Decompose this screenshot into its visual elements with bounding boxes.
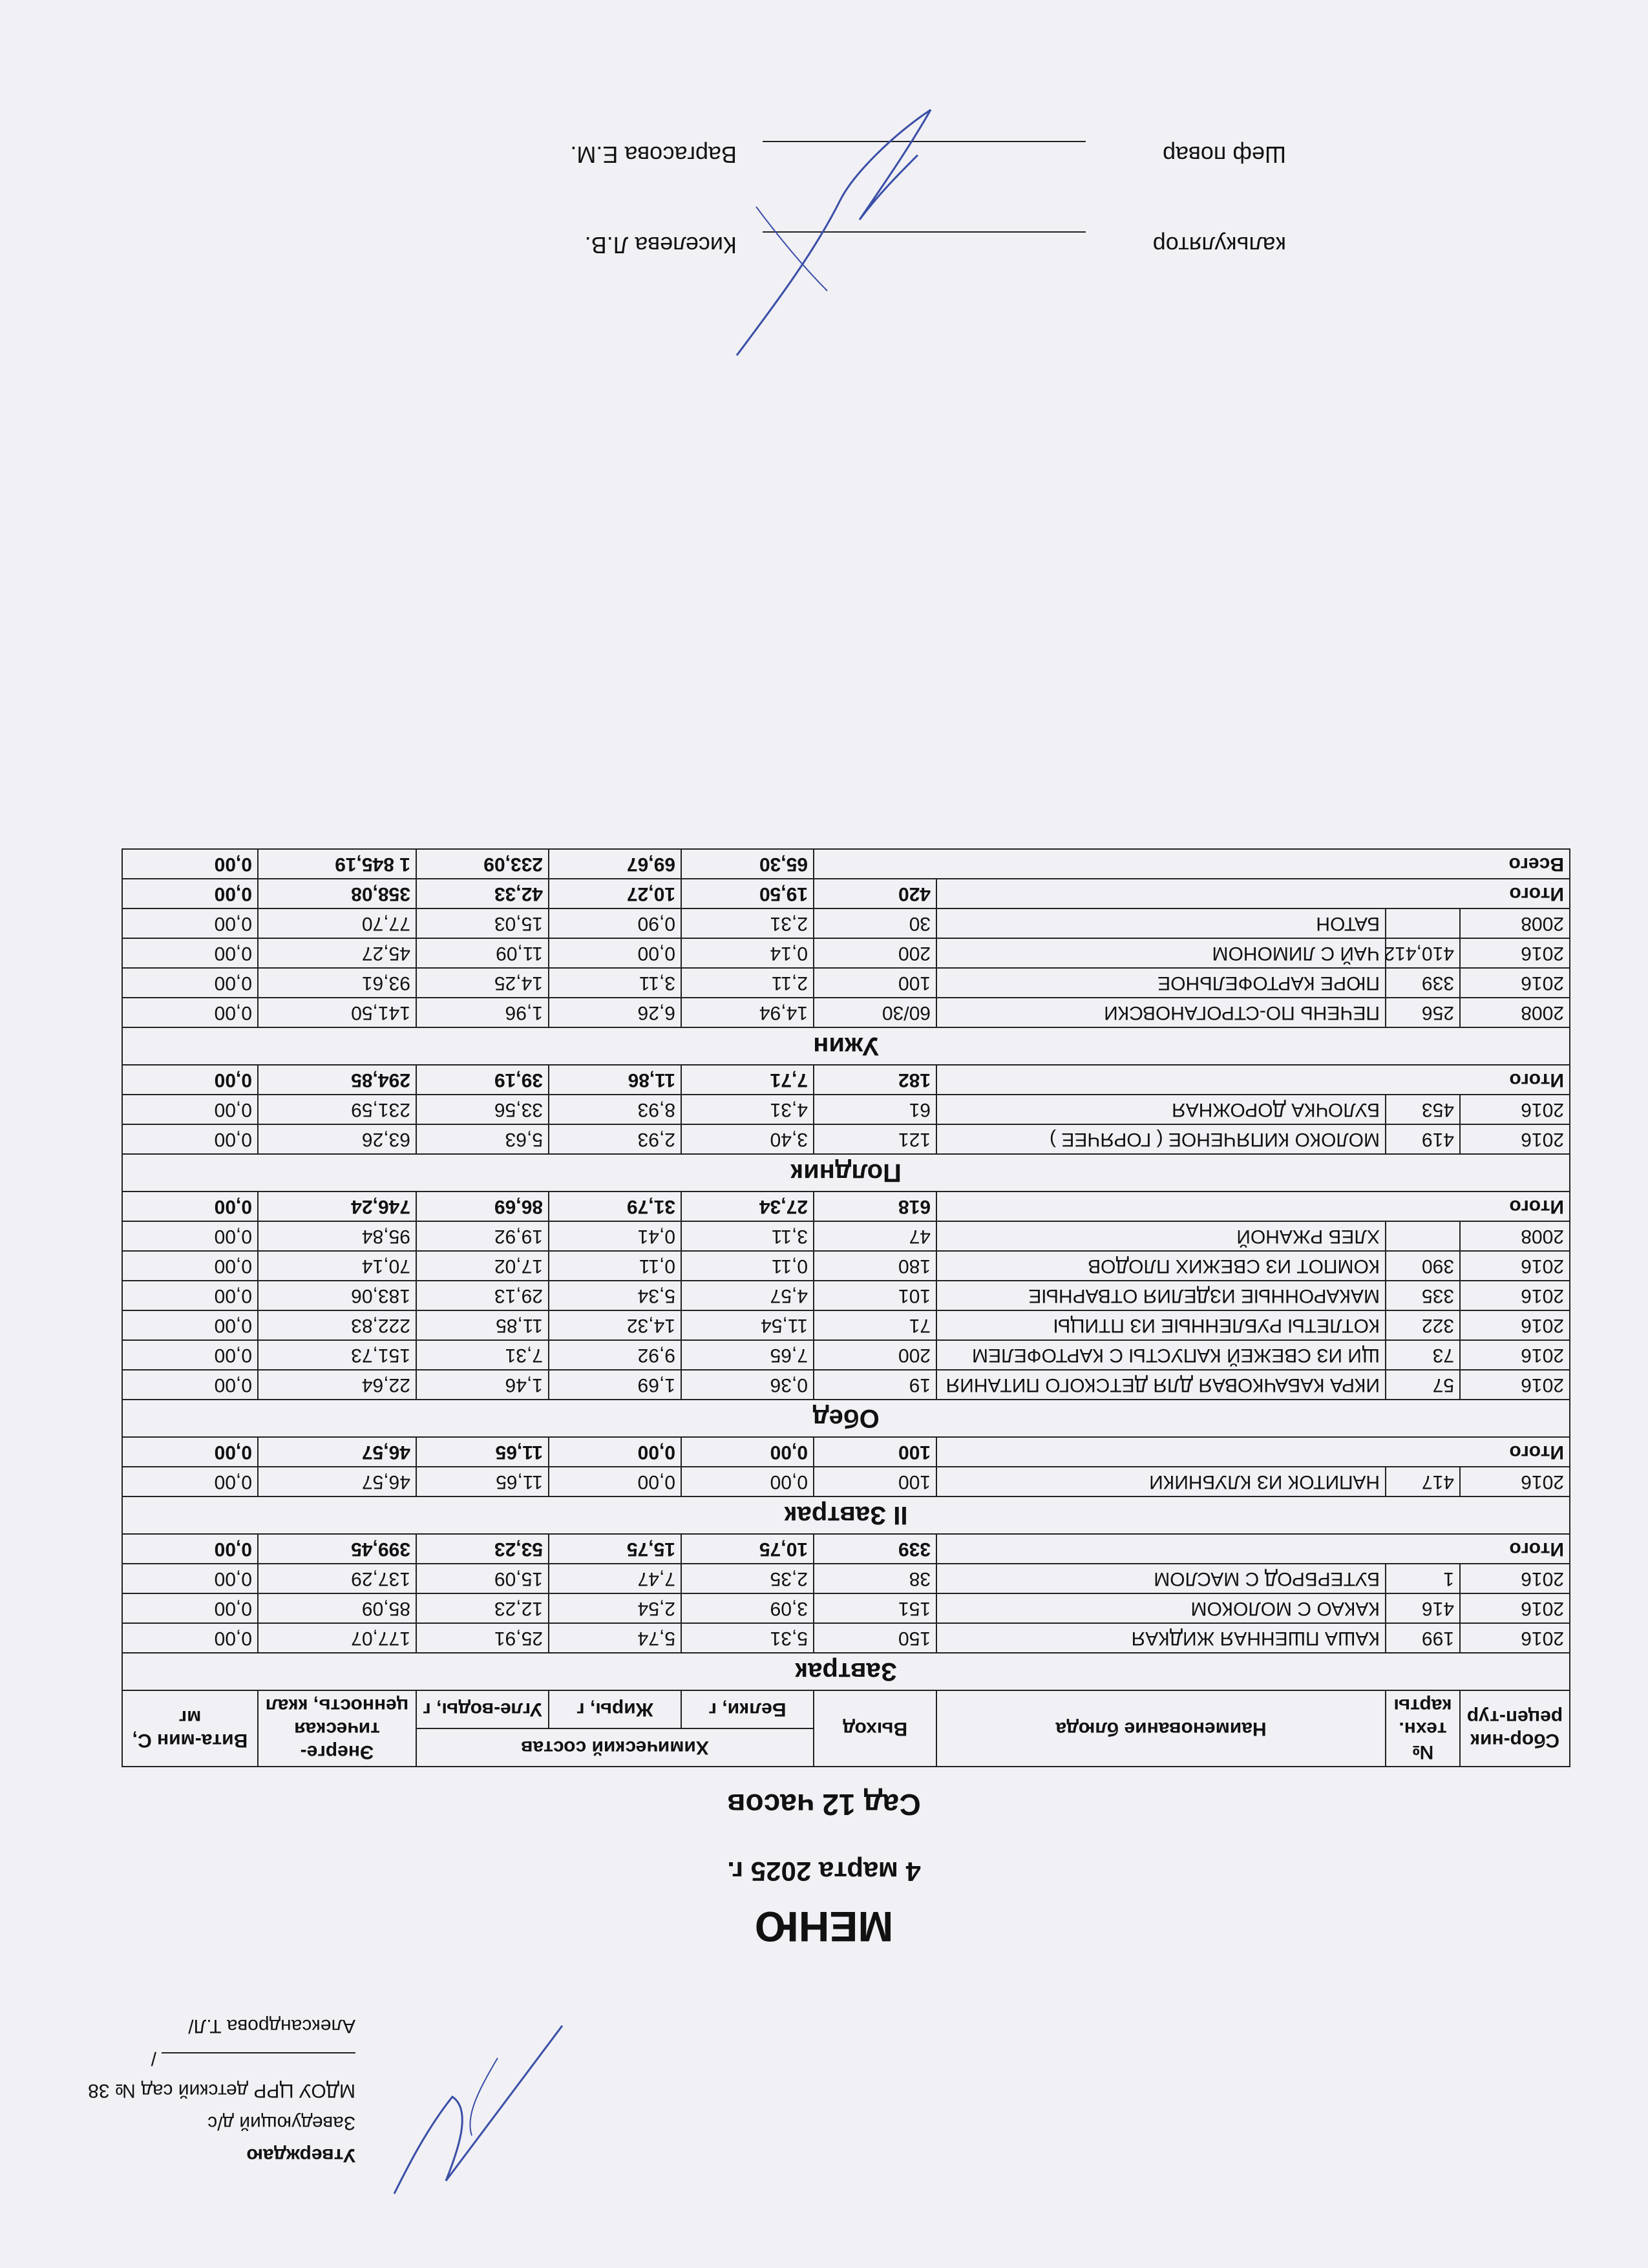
total-label: Итого <box>936 1192 1570 1221</box>
cell-carb: 29,13 <box>416 1281 549 1310</box>
cell-energy: 141,50 <box>258 998 416 1027</box>
cell-vitamin: 0,00 <box>122 1340 258 1370</box>
cell-protein: 4,31 <box>681 1095 814 1124</box>
cell-energy: 231,59 <box>258 1095 416 1124</box>
menu-date: 4 марта 2025 г. <box>727 1856 921 1887</box>
cell-output: 180 <box>814 1251 936 1281</box>
cell-output: 200 <box>814 1340 936 1370</box>
section-title: Полдник <box>122 1154 1570 1192</box>
cell-fat: 14,32 <box>549 1310 681 1340</box>
total-fat: 10,27 <box>549 879 681 908</box>
cell-card: 256 <box>1386 998 1460 1027</box>
total-vitamin: 0,00 <box>122 1065 258 1095</box>
cell-protein: 4,57 <box>681 1281 814 1310</box>
grand-total-carb: 233,09 <box>416 849 549 879</box>
menu-subtitle: Сад 12 часов <box>727 1788 921 1822</box>
total-carb: 39,19 <box>416 1065 549 1095</box>
cell-card: 335 <box>1386 1281 1460 1310</box>
cell-energy: 95,84 <box>258 1221 416 1251</box>
cell-name: КАША ПШЕННАЯ ЖИДКАЯ <box>936 1623 1386 1653</box>
total-output: 618 <box>814 1192 936 1221</box>
cell-card: 1 <box>1386 1564 1460 1593</box>
signature-role: Шеф повар <box>1163 142 1286 168</box>
total-energy: 358,08 <box>258 879 416 908</box>
total-row <box>122 879 1570 908</box>
cell-energy: 93,61 <box>258 968 416 998</box>
approval-position: Заведующий д/с <box>207 2112 355 2134</box>
total-protein: 7,71 <box>681 1065 814 1095</box>
table-row <box>122 1251 1570 1281</box>
cell-output: 61 <box>814 1095 936 1124</box>
cell-vitamin: 0,00 <box>122 998 258 1027</box>
cell-fat: 6,26 <box>549 998 681 1027</box>
cell-fat: 1,69 <box>549 1370 681 1400</box>
table-row <box>122 1221 1570 1251</box>
grand-total-energy: 1 845,19 <box>258 849 416 879</box>
header-collection: Сбор-ник рецеп-тур <box>1460 1690 1570 1767</box>
cell-card: 339 <box>1386 968 1460 998</box>
cell-energy: 45,27 <box>258 938 416 968</box>
grand-total-row <box>122 849 1570 879</box>
cell-collection: 2016 <box>1460 1340 1570 1370</box>
cell-output: 121 <box>814 1124 936 1154</box>
cell-protein: 14,94 <box>681 998 814 1027</box>
total-carb: 42,33 <box>416 879 549 908</box>
cell-name: КАКАО С МОЛОКОМ <box>936 1593 1386 1623</box>
table-row <box>122 908 1570 938</box>
cell-fat: 0,11 <box>549 1251 681 1281</box>
header-carb: Угле-воды, г <box>416 1690 549 1728</box>
approval-name-row <box>32 2010 355 2074</box>
total-energy: 399,45 <box>258 1534 416 1564</box>
header-output: Выход <box>814 1690 936 1767</box>
cell-output: 38 <box>814 1564 936 1593</box>
cell-energy: 22,64 <box>258 1370 416 1400</box>
cell-fat: 2,93 <box>549 1124 681 1154</box>
cell-output: 47 <box>814 1221 936 1251</box>
total-fat: 0,00 <box>549 1437 681 1467</box>
table-row <box>122 1281 1570 1310</box>
table-row <box>122 968 1570 998</box>
cell-collection: 2016 <box>1460 938 1570 968</box>
cell-card: 73 <box>1386 1340 1460 1370</box>
cell-protein: 2,35 <box>681 1564 814 1593</box>
cell-carb: 19,92 <box>416 1221 549 1251</box>
cell-energy: 183,06 <box>258 1281 416 1310</box>
cell-name: БУТЕРБРОД С МАСЛОМ <box>936 1564 1386 1593</box>
cell-carb: 17,02 <box>416 1251 549 1281</box>
cell-name: БАТОН <box>936 908 1386 938</box>
cell-output: 150 <box>814 1623 936 1653</box>
cell-carb: 1,96 <box>416 998 549 1027</box>
section-title: Завтрак <box>122 1653 1570 1690</box>
cell-output: 19 <box>814 1370 936 1400</box>
signature-role: калькулятор <box>1152 232 1286 258</box>
cell-vitamin: 0,00 <box>122 1623 258 1653</box>
cell-vitamin: 0,00 <box>122 1281 258 1310</box>
cell-collection: 2016 <box>1460 968 1570 998</box>
cell-carb: 25,91 <box>416 1623 549 1653</box>
cell-vitamin: 0,00 <box>122 1251 258 1281</box>
total-carb: 53,23 <box>416 1534 549 1564</box>
approval-block <box>32 2010 355 2171</box>
cell-energy: 151,73 <box>258 1340 416 1370</box>
cell-collection: 2016 <box>1460 1251 1570 1281</box>
cell-name: ПЕЧЕНЬ ПО-СТРОГАНОВСКИ <box>936 998 1386 1027</box>
cell-fat: 0,00 <box>549 938 681 968</box>
cell-card <box>1386 1221 1460 1251</box>
cell-vitamin: 0,00 <box>122 1370 258 1400</box>
total-row <box>122 1192 1570 1221</box>
cell-collection: 2016 <box>1460 1095 1570 1124</box>
cell-fat: 9,92 <box>549 1340 681 1370</box>
table-row <box>122 1593 1570 1623</box>
cell-output: 200 <box>814 938 936 968</box>
total-energy: 294,85 <box>258 1065 416 1095</box>
cell-protein: 11,54 <box>681 1310 814 1340</box>
approval-label: Утверждаю <box>246 2145 355 2166</box>
cell-vitamin: 0,00 <box>122 1124 258 1154</box>
total-vitamin: 0,00 <box>122 1534 258 1564</box>
total-row <box>122 1065 1570 1095</box>
cell-card: 322 <box>1386 1310 1460 1340</box>
cell-fat: 0,90 <box>549 908 681 938</box>
cell-card: 417 <box>1386 1467 1460 1496</box>
cell-protein: 0,36 <box>681 1370 814 1400</box>
cell-energy: 63,26 <box>258 1124 416 1154</box>
signature-name: Киселева Л.В. <box>584 232 737 258</box>
table-row <box>122 1340 1570 1370</box>
cell-output: 30 <box>814 908 936 938</box>
cell-name: ХЛЕБ РЖАНОЙ <box>936 1221 1386 1251</box>
approval-name: /Александрова Т.Л/ <box>151 2015 355 2069</box>
section-header <box>122 1027 1570 1065</box>
cell-name: МОЛОКО КИПЯЧЕНОЕ ( ГОРЯЧЕЕ ) <box>936 1124 1386 1154</box>
cell-name: ЧАЙ С ЛИМОНОМ <box>936 938 1386 968</box>
cell-energy: 137,29 <box>258 1564 416 1593</box>
cell-vitamin: 0,00 <box>122 1310 258 1340</box>
cell-fat: 2,54 <box>549 1593 681 1623</box>
header-name: Наименование блюда <box>936 1690 1386 1767</box>
cell-carb: 11,65 <box>416 1467 549 1496</box>
staff-signature <box>711 97 969 368</box>
cell-collection: 2016 <box>1460 1281 1570 1310</box>
cell-collection: 2008 <box>1460 908 1570 938</box>
cell-carb: 15,03 <box>416 908 549 938</box>
cell-fat: 5,74 <box>549 1623 681 1653</box>
header-chem: Химический состав <box>416 1728 814 1767</box>
cell-protein: 3,09 <box>681 1593 814 1623</box>
cell-card: 199 <box>1386 1623 1460 1653</box>
cell-energy: 177,07 <box>258 1623 416 1653</box>
cell-name: КОМПОТ ИЗ СВЕЖИХ ПЛОДОВ <box>936 1251 1386 1281</box>
section-title: II Завтрак <box>122 1496 1570 1534</box>
total-fat: 31,79 <box>549 1192 681 1221</box>
cell-energy: 70,14 <box>258 1251 416 1281</box>
grand-total-vitamin: 0,00 <box>122 849 258 879</box>
total-protein: 19,50 <box>681 879 814 908</box>
total-output: 182 <box>814 1065 936 1095</box>
cell-fat: 7,47 <box>549 1564 681 1593</box>
total-output: 339 <box>814 1534 936 1564</box>
total-label: Итого <box>936 879 1570 908</box>
cell-name: ПЮРЕ КАРТОФЕЛЬНОЕ <box>936 968 1386 998</box>
cell-card: 416 <box>1386 1593 1460 1623</box>
cell-energy: 222,83 <box>258 1310 416 1340</box>
section-header <box>122 1400 1570 1437</box>
table-row <box>122 938 1570 968</box>
table-row <box>122 1095 1570 1124</box>
cell-energy: 46,57 <box>258 1467 416 1496</box>
cell-carb: 15,09 <box>416 1564 549 1593</box>
cell-card: 453 <box>1386 1095 1460 1124</box>
total-protein: 10,75 <box>681 1534 814 1564</box>
cell-vitamin: 0,00 <box>122 1221 258 1251</box>
cell-collection: 2008 <box>1460 1221 1570 1251</box>
table-row <box>122 1310 1570 1340</box>
cell-collection: 2016 <box>1460 1623 1570 1653</box>
cell-collection: 2016 <box>1460 1370 1570 1400</box>
cell-carb: 11,85 <box>416 1310 549 1340</box>
cell-name: БУЛОЧКА ДОРОЖНАЯ <box>936 1095 1386 1124</box>
total-fat: 11,86 <box>549 1065 681 1095</box>
cell-collection: 2016 <box>1460 1310 1570 1340</box>
cell-carb: 14,25 <box>416 968 549 998</box>
cell-name: КОТЛЕТЫ РУБЛЕННЫЕ ИЗ ПТИЦЫ <box>936 1310 1386 1340</box>
cell-fat: 3,11 <box>549 968 681 998</box>
menu-table-body <box>122 849 1570 1690</box>
cell-vitamin: 0,00 <box>122 908 258 938</box>
grand-total-protein: 65,30 <box>681 849 814 879</box>
cell-protein: 0,14 <box>681 938 814 968</box>
total-label: Итого <box>936 1065 1570 1095</box>
cell-card: 390 <box>1386 1251 1460 1281</box>
cell-protein: 2,31 <box>681 908 814 938</box>
cell-fat: 0,00 <box>549 1467 681 1496</box>
total-label: Итого <box>936 1534 1570 1564</box>
total-protein: 27,34 <box>681 1192 814 1221</box>
section-header <box>122 1496 1570 1534</box>
cell-output: 100 <box>814 968 936 998</box>
cell-collection: 2016 <box>1460 1564 1570 1593</box>
total-fat: 15,75 <box>549 1534 681 1564</box>
table-row <box>122 1370 1570 1400</box>
menu-table <box>121 848 1570 1767</box>
table-row <box>122 1124 1570 1154</box>
total-row <box>122 1437 1570 1467</box>
cell-protein: 3,11 <box>681 1221 814 1251</box>
cell-fat: 0,41 <box>549 1221 681 1251</box>
cell-carb: 1,46 <box>416 1370 549 1400</box>
cell-card: 57 <box>1386 1370 1460 1400</box>
cell-card: 410,412 <box>1386 938 1460 968</box>
cell-card <box>1386 908 1460 938</box>
cell-name: НАПИТОК ИЗ КЛУБНИКИ <box>936 1467 1386 1496</box>
total-vitamin: 0,00 <box>122 1437 258 1467</box>
cell-protein: 3,40 <box>681 1124 814 1154</box>
total-energy: 746,24 <box>258 1192 416 1221</box>
total-output: 100 <box>814 1437 936 1467</box>
cell-collection: 2016 <box>1460 1467 1570 1496</box>
cell-name: ИКРА КАБАЧКОВАЯ ДЛЯ ДЕТСКОГО ПИТАНИЯ <box>936 1370 1386 1400</box>
cell-vitamin: 0,00 <box>122 1593 258 1623</box>
section-title: Ужин <box>122 1027 1570 1065</box>
cell-vitamin: 0,00 <box>122 1095 258 1124</box>
table-row <box>122 1623 1570 1653</box>
cell-vitamin: 0,00 <box>122 1564 258 1593</box>
total-vitamin: 0,00 <box>122 1192 258 1221</box>
table-row <box>122 1564 1570 1593</box>
total-energy: 46,57 <box>258 1437 416 1467</box>
director-signature <box>381 2013 575 2207</box>
approval-organization: МДОУ ЦРР детский сад № 38 <box>88 2080 355 2101</box>
header-fat: Жиры, г <box>549 1690 681 1728</box>
cell-carb: 7,31 <box>416 1340 549 1370</box>
cell-protein: 5,31 <box>681 1623 814 1653</box>
cell-output: 151 <box>814 1593 936 1623</box>
cell-vitamin: 0,00 <box>122 1467 258 1496</box>
approval-signature-line <box>162 2052 355 2053</box>
total-label: Итого <box>936 1437 1570 1467</box>
signature-name: Варгасова Е.М. <box>570 142 737 168</box>
cell-name: МАКАРОННЫЕ ИЗДЕЛИЯ ОТВАРНЫЕ <box>936 1281 1386 1310</box>
cell-carb: 33,56 <box>416 1095 549 1124</box>
cell-protein: 0,00 <box>681 1467 814 1496</box>
cell-output: 101 <box>814 1281 936 1310</box>
cell-energy: 77,70 <box>258 908 416 938</box>
grand-total-label: Всего <box>814 849 1570 879</box>
cell-protein: 0,11 <box>681 1251 814 1281</box>
cell-card: 419 <box>1386 1124 1460 1154</box>
cell-vitamin: 0,00 <box>122 938 258 968</box>
cell-fat: 8,93 <box>549 1095 681 1124</box>
header-card: № техн. карты <box>1386 1690 1460 1767</box>
total-carb: 11,65 <box>416 1437 549 1467</box>
cell-vitamin: 0,00 <box>122 968 258 998</box>
total-output: 420 <box>814 879 936 908</box>
cell-carb: 12,23 <box>416 1593 549 1623</box>
section-header <box>122 1653 1570 1690</box>
page-title: МЕНЮ <box>754 1903 894 1951</box>
cell-carb: 11,09 <box>416 938 549 968</box>
grand-total-fat: 69,67 <box>549 849 681 879</box>
section-header <box>122 1154 1570 1192</box>
cell-name: ЩИ ИЗ СВЕЖЕЙ КАПУСТЫ С КАРТОФЕЛЕМ <box>936 1340 1386 1370</box>
table-row <box>122 1467 1570 1496</box>
cell-protein: 2,11 <box>681 968 814 998</box>
section-title: Обед <box>122 1400 1570 1437</box>
cell-carb: 5,63 <box>416 1124 549 1154</box>
total-vitamin: 0,00 <box>122 879 258 908</box>
cell-energy: 85,09 <box>258 1593 416 1623</box>
table-row <box>122 998 1570 1027</box>
header-protein: Белки, г <box>681 1690 814 1728</box>
header-energy: Энерге-тическая ценность, ккал <box>258 1690 416 1767</box>
cell-protein: 7,65 <box>681 1340 814 1370</box>
cell-output: 71 <box>814 1310 936 1340</box>
cell-output: 100 <box>814 1467 936 1496</box>
header-vitamin: Вита-мин С, мг <box>122 1690 258 1767</box>
total-carb: 86,69 <box>416 1192 549 1221</box>
total-row <box>122 1534 1570 1564</box>
total-protein: 0,00 <box>681 1437 814 1467</box>
cell-collection: 2016 <box>1460 1124 1570 1154</box>
cell-output: 60/30 <box>814 998 936 1027</box>
cell-collection: 2016 <box>1460 1593 1570 1623</box>
cell-collection: 2008 <box>1460 998 1570 1027</box>
cell-fat: 5,34 <box>549 1281 681 1310</box>
